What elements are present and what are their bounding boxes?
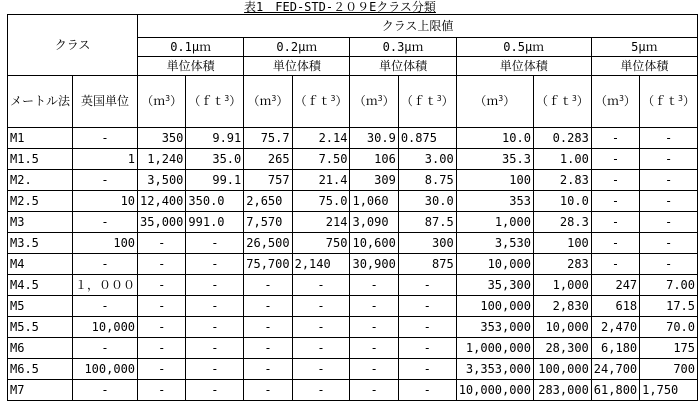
table-cell: - <box>640 254 698 275</box>
table-cell: 2.14 <box>292 128 350 149</box>
table-cell: 350.0 <box>186 191 244 212</box>
table-cell: 757 <box>244 170 292 191</box>
particle-size-header: 5μｍ <box>591 38 697 57</box>
table-cell: 2.83 <box>533 170 591 191</box>
table-cell: 30.0 <box>398 191 456 212</box>
table-cell: - <box>640 149 698 170</box>
table-cell: 750 <box>292 233 350 254</box>
table-cell: 75.0 <box>292 191 350 212</box>
table-cell: - <box>186 380 244 401</box>
table-cell: - <box>640 233 698 254</box>
unit-power: 3 <box>224 94 230 103</box>
cubic-meter-header <box>591 76 639 128</box>
table-cell: 100 <box>456 170 533 191</box>
table-cell: - <box>398 317 456 338</box>
table-cell: - <box>640 170 698 191</box>
header-row-units <box>8 76 698 128</box>
table-cell: - <box>186 359 244 380</box>
unit-power: 3 <box>678 94 683 103</box>
table-cell: - <box>292 275 350 296</box>
table-cell: - <box>138 296 186 317</box>
class-metric-cell: M2. <box>8 170 73 191</box>
table-cell: 300 <box>398 233 456 254</box>
table-cell: - <box>244 275 292 296</box>
unit-prefix: （ｍ <box>474 94 499 108</box>
table-cell: - <box>398 275 456 296</box>
unit-prefix: （ｆｔ <box>188 94 225 108</box>
unit-volume-header: 単位体積 <box>244 57 350 76</box>
table-cell: 875 <box>398 254 456 275</box>
particle-size-header: 0.5μｍ <box>456 38 591 57</box>
table-cell: 2,470 <box>591 317 639 338</box>
table-cell: - <box>292 296 350 317</box>
table-cell: 1,000 <box>533 275 591 296</box>
table-cell: 10,000,000 <box>456 380 533 401</box>
table-cell: 106 <box>350 149 398 170</box>
table-cell: 8.75 <box>398 170 456 191</box>
unit-prefix: （ｆｔ <box>535 94 572 108</box>
table-cell: - <box>244 359 292 380</box>
table-row <box>8 254 698 275</box>
class-english-cell: 100,000 <box>73 359 138 380</box>
table-cell: 10,000 <box>456 254 533 275</box>
table-row <box>8 380 698 401</box>
table-cell: 214 <box>292 212 350 233</box>
table-cell: - <box>244 338 292 359</box>
table-cell: - <box>591 254 639 275</box>
table-row <box>8 296 698 317</box>
table-row <box>8 317 698 338</box>
class-english-cell: - <box>73 296 138 317</box>
table-cell: 2,650 <box>244 191 292 212</box>
table-cell: - <box>591 212 639 233</box>
table-cell: - <box>186 275 244 296</box>
table-cell: 61,800 <box>591 380 639 401</box>
table-cell: 100,000 <box>533 359 591 380</box>
table-cell: 3,090 <box>350 212 398 233</box>
table-cell: 3,530 <box>456 233 533 254</box>
class-english-cell: １，０００ <box>73 275 138 296</box>
table-row <box>8 275 698 296</box>
table-cell: - <box>138 233 186 254</box>
class-table <box>7 14 698 401</box>
table-cell: 75,700 <box>244 254 292 275</box>
table-cell: 21.4 <box>292 170 350 191</box>
table-cell: - <box>591 170 639 191</box>
table-cell: - <box>350 275 398 296</box>
table-cell: 283,000 <box>533 380 591 401</box>
unit-power: 3 <box>571 94 577 103</box>
class-english-cell: 1 <box>73 149 138 170</box>
cubic-feet-header <box>186 76 244 128</box>
table-body <box>8 15 698 401</box>
unit-suffix: ） <box>382 94 395 108</box>
table-cell: 28.3 <box>533 212 591 233</box>
table-cell: 175 <box>640 338 698 359</box>
table-cell: 7,570 <box>244 212 292 233</box>
class-english-cell: 100 <box>73 233 138 254</box>
cubic-meter-header <box>456 76 533 128</box>
table-cell: - <box>350 338 398 359</box>
table-cell: 10,600 <box>350 233 398 254</box>
table-cell: 28,300 <box>533 338 591 359</box>
unit-power: 3 <box>330 94 336 103</box>
table-cell: 309 <box>350 170 398 191</box>
table-cell: - <box>186 254 244 275</box>
table-cell: 1.00 <box>533 149 591 170</box>
table-cell: 1,750 <box>640 380 698 401</box>
table-cell: 1,000 <box>456 212 533 233</box>
class-english-cell: - <box>73 338 138 359</box>
class-english-cell: - <box>73 212 138 233</box>
table-cell: - <box>591 233 639 254</box>
class-metric-cell: M5.5 <box>8 317 73 338</box>
table-cell: 3,353,000 <box>456 359 533 380</box>
class-metric-cell: M3.5 <box>8 233 73 254</box>
table-cell: 10.0 <box>533 191 591 212</box>
class-metric-cell: M6.5 <box>8 359 73 380</box>
upper-limit-header: クラス上限値 <box>138 15 698 38</box>
metric-header: メートル法 <box>8 76 73 128</box>
class-header: クラス <box>8 15 138 76</box>
class-english-cell: - <box>73 380 138 401</box>
table-row <box>8 212 698 233</box>
class-metric-cell: M3 <box>8 212 73 233</box>
unit-prefix: （ｍ <box>595 94 620 108</box>
table-cell: 30.9 <box>350 128 398 149</box>
unit-suffix: ） <box>576 94 589 108</box>
table-cell: - <box>244 317 292 338</box>
particle-size-header: 0.2μｍ <box>244 38 350 57</box>
table-cell: 30,900 <box>350 254 398 275</box>
table-cell: 35.3 <box>456 149 533 170</box>
class-metric-cell: M4 <box>8 254 73 275</box>
class-metric-cell: M7 <box>8 380 73 401</box>
table-cell: 618 <box>591 296 639 317</box>
table-row <box>8 128 698 149</box>
table-cell: 3.00 <box>398 149 456 170</box>
unit-suffix: ） <box>229 94 242 108</box>
class-metric-cell: M5 <box>8 296 73 317</box>
class-metric-cell: M2.5 <box>8 191 73 212</box>
unit-volume-header: 単位体積 <box>138 57 244 76</box>
table-cell: - <box>591 149 639 170</box>
table-row <box>8 338 698 359</box>
cubic-feet-header <box>398 76 456 128</box>
table-cell: 17.5 <box>640 296 698 317</box>
header-row-upper-limit <box>8 15 698 38</box>
unit-power: 3 <box>377 94 383 103</box>
table-cell: 265 <box>244 149 292 170</box>
table-row <box>8 233 698 254</box>
table-cell: - <box>640 212 698 233</box>
unit-prefix: （ｆｔ <box>642 94 679 108</box>
table-cell: - <box>292 359 350 380</box>
unit-suffix: ） <box>335 94 348 108</box>
table-row <box>8 149 698 170</box>
table-cell: 100,000 <box>456 296 533 317</box>
unit-suffix: ） <box>623 94 636 108</box>
unit-prefix: （ｍ <box>141 94 166 108</box>
table-cell: - <box>292 380 350 401</box>
table-cell: 10.0 <box>456 128 533 149</box>
unit-power: 3 <box>271 94 277 103</box>
table-cell: 99.1 <box>186 170 244 191</box>
table-cell: - <box>244 296 292 317</box>
table-row <box>8 359 698 380</box>
table-cell: - <box>138 359 186 380</box>
table-cell: - <box>640 191 698 212</box>
table-cell: - <box>186 338 244 359</box>
cubic-meter-header <box>138 76 186 128</box>
table-cell: 6,180 <box>591 338 639 359</box>
cubic-meter-header <box>244 76 292 128</box>
table-cell: 353 <box>456 191 533 212</box>
class-metric-cell: M6 <box>8 338 73 359</box>
table-cell: - <box>138 317 186 338</box>
table-cell: 2,830 <box>533 296 591 317</box>
table-cell: 7.00 <box>640 275 698 296</box>
table-cell: 350 <box>138 128 186 149</box>
particle-size-header: 0.1μｍ <box>138 38 244 57</box>
table-cell: - <box>244 380 292 401</box>
unit-prefix: （ｆｔ <box>400 94 437 108</box>
unit-volume-header: 単位体積 <box>456 57 591 76</box>
table-cell: 0.875 <box>398 128 456 149</box>
table-cell: 353,000 <box>456 317 533 338</box>
particle-size-header: 0.3μｍ <box>350 38 456 57</box>
table-cell: - <box>350 296 398 317</box>
class-english-cell: 10 <box>73 191 138 212</box>
table-cell: - <box>292 317 350 338</box>
cubic-feet-header <box>533 76 591 128</box>
table-cell: 700 <box>640 359 698 380</box>
table-cell: 1,000,000 <box>456 338 533 359</box>
unit-suffix: ） <box>503 94 516 108</box>
unit-prefix: （ｆｔ <box>294 94 331 108</box>
table-cell: 3,500 <box>138 170 186 191</box>
unit-prefix: （ｍ <box>247 94 272 108</box>
table-cell: - <box>591 128 639 149</box>
table-cell: - <box>186 233 244 254</box>
class-english-cell: - <box>73 254 138 275</box>
class-metric-cell: M1 <box>8 128 73 149</box>
table-cell: - <box>350 359 398 380</box>
table-cell: 12,400 <box>138 191 186 212</box>
cubic-feet-header <box>640 76 698 128</box>
table-cell: 75.7 <box>244 128 292 149</box>
table-cell: 2,140 <box>292 254 350 275</box>
unit-power: 3 <box>498 94 504 103</box>
table-cell: 26,500 <box>244 233 292 254</box>
table-cell: 70.0 <box>640 317 698 338</box>
unit-volume-header: 単位体積 <box>591 57 697 76</box>
table-cell: 991.0 <box>186 212 244 233</box>
unit-suffix: ） <box>170 94 183 108</box>
table-cell: - <box>398 338 456 359</box>
table-cell: 247 <box>591 275 639 296</box>
table-cell: - <box>138 338 186 359</box>
class-english-cell: - <box>73 170 138 191</box>
table-cell: - <box>186 317 244 338</box>
unit-power: 3 <box>619 94 624 103</box>
table-cell: 283 <box>533 254 591 275</box>
table-cell: 10,000 <box>533 317 591 338</box>
table-cell: 87.5 <box>398 212 456 233</box>
table-cell: - <box>138 380 186 401</box>
table-cell: 35.0 <box>186 149 244 170</box>
table-title: 表1 FED-STD-２０９Eクラス分類 <box>244 0 436 14</box>
unit-power: 3 <box>436 94 442 103</box>
cubic-feet-header <box>292 76 350 128</box>
table-cell: 1,060 <box>350 191 398 212</box>
english-unit-header: 英国単位 <box>73 76 138 128</box>
unit-suffix: ） <box>441 94 454 108</box>
table-cell: - <box>292 338 350 359</box>
unit-power: 3 <box>165 94 171 103</box>
class-metric-cell: M4.5 <box>8 275 73 296</box>
table-cell: 1,240 <box>138 149 186 170</box>
unit-volume-header: 単位体積 <box>350 57 456 76</box>
cubic-meter-header <box>350 76 398 128</box>
table-cell: 35,300 <box>456 275 533 296</box>
table-cell: - <box>398 380 456 401</box>
table-cell: - <box>350 317 398 338</box>
unit-suffix: ） <box>276 94 289 108</box>
table-cell: - <box>138 254 186 275</box>
table-cell: - <box>138 275 186 296</box>
table-cell: 35,000 <box>138 212 186 233</box>
class-english-cell: 10,000 <box>73 317 138 338</box>
table-cell: - <box>591 191 639 212</box>
table-cell: - <box>640 128 698 149</box>
table-cell: 100 <box>533 233 591 254</box>
class-english-cell: - <box>73 128 138 149</box>
table-row <box>8 170 698 191</box>
table-cell: - <box>350 380 398 401</box>
table-row <box>8 191 698 212</box>
table-cell: 24,700 <box>591 359 639 380</box>
table-cell: - <box>398 296 456 317</box>
class-metric-cell: M1.5 <box>8 149 73 170</box>
unit-prefix: （ｍ <box>353 94 378 108</box>
table-cell: 0.283 <box>533 128 591 149</box>
table-cell: 9.91 <box>186 128 244 149</box>
table-cell: - <box>186 296 244 317</box>
table-cell: - <box>398 359 456 380</box>
unit-suffix: ） <box>683 94 696 108</box>
table-cell: 7.50 <box>292 149 350 170</box>
